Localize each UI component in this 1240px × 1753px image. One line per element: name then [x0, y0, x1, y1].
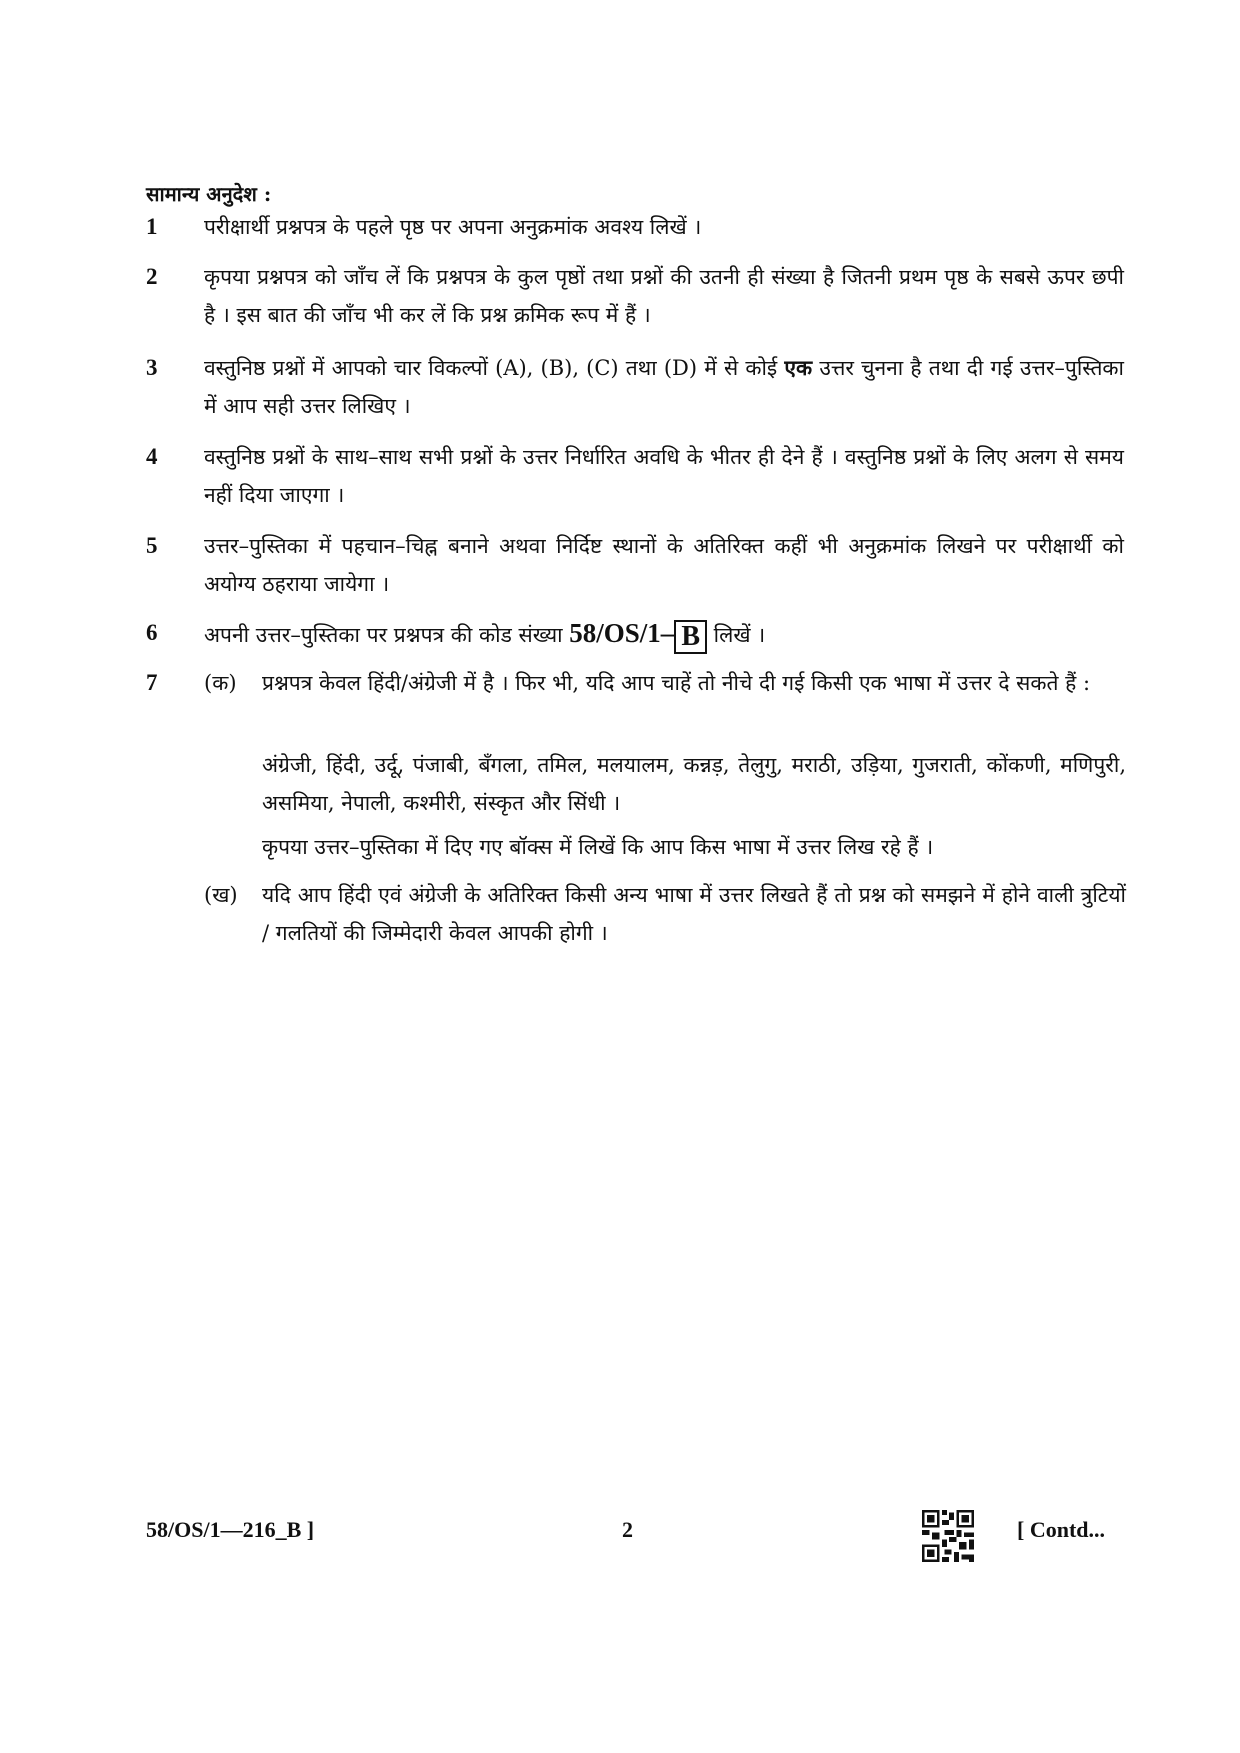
item-number: 1	[146, 214, 158, 239]
item-text-part: उत्तर चुनना है तथा दी गई उत्तर–पुस्तिका में आप सही उत्तर लिखिए ।	[204, 356, 1124, 418]
item-text-part: लिखें ।	[707, 623, 766, 647]
item-text: परीक्षार्थी प्रश्नपत्र के पहले पृष्ठ पर अपना अनुक्रमांक अवश्य लिखें ।	[204, 215, 702, 239]
question-paper-code: 58/OS/1–	[569, 618, 675, 648]
item-number: 7	[146, 670, 158, 695]
item-text-part: वस्तुनिष्ठ प्रश्नों में आपको चार विकल्पों (A), (B), (C) तथा (D) में से कोई	[204, 356, 785, 380]
sub-item-text: प्रश्नपत्र केवल हिंदी/अंग्रेजी में है । फिर भी, यदि आप चाहें तो नीचे दी गई किसी एक भाषा में उत्तर दे सकते हैं :	[262, 671, 1091, 695]
code-set-box: B	[674, 620, 707, 654]
item-text: कृपया प्रश्नपत्र को जाँच लें कि प्रश्नपत्र के कुल पृष्ठों तथा प्रश्नों की उतनी ही संख्या है जितनी प्रथम पृष्ठ के सबसे ऊपर छपी है । इस बात की जाँच भी कर लें कि प्रश्न क्रमिक रूप में हैं ।	[204, 265, 1124, 327]
footer-paper-code: 58/OS/1—216_B ]	[146, 1517, 315, 1542]
item-text: वस्तुनिष्ठ प्रश्नों के साथ–साथ सभी प्रश्नों के उत्तर निर्धारित अवधि के भीतर ही देने हैं । वस्तुनिष्ठ प्रश्नों के लिए अलग से समय नहीं दिया जाएगा ।	[204, 445, 1124, 507]
item-text	[204, 349, 1124, 425]
item-number: 4	[146, 444, 158, 469]
qr-code-icon	[922, 1510, 974, 1562]
item-number: 2	[146, 264, 158, 289]
sub-item-mark: (क)	[204, 671, 237, 695]
footer-continued: [ Contd...	[1017, 1517, 1106, 1542]
item-text	[204, 614, 1124, 654]
sub-item-text: यदि आप हिंदी एवं अंग्रेजी के अतिरिक्त किसी अन्य भाषा में उत्तर लिखते हैं तो प्रश्न को समझने में होने वाली त्रुटियों / गलतियों की जिम्मेदारी केवल आपकी होगी ।	[262, 883, 1126, 945]
general-instructions-heading: सामान्य अनुदेश :	[146, 182, 272, 206]
item-text-bold: एक	[784, 355, 813, 380]
sub-item-mark: (ख)	[204, 883, 238, 907]
item-number: 3	[146, 355, 158, 380]
item-number: 5	[146, 533, 158, 558]
footer-page-number: 2	[622, 1517, 633, 1542]
language-list: अंग्रेजी, हिंदी, उर्दू, पंजाबी, बँगला, तमिल, मलयालम, कन्नड़, तेलुगु, मराठी, उड़िया, गुजराती, कोंकणी, मणिपुरी, असमिया, नेपाली, कश्मीरी, संस्कृत और सिंधी ।	[262, 753, 1126, 815]
item-text-part: अपनी उत्तर–पुस्तिका पर प्रश्नपत्र की कोड संख्या	[204, 623, 570, 647]
language-box-note: कृपया उत्तर–पुस्तिका में दिए गए बॉक्स में लिखें कि आप किस भाषा में उत्तर लिख रहे हैं ।	[262, 835, 934, 859]
item-number: 6	[146, 620, 158, 645]
item-text: उत्तर–पुस्तिका में पहचान–चिह्न बनाने अथवा निर्दिष्ट स्थानों के अतिरिक्त कहीं भी अनुक्रमांक लिखने पर परीक्षार्थी को अयोग्य ठहराया जायेगा ।	[204, 534, 1124, 596]
